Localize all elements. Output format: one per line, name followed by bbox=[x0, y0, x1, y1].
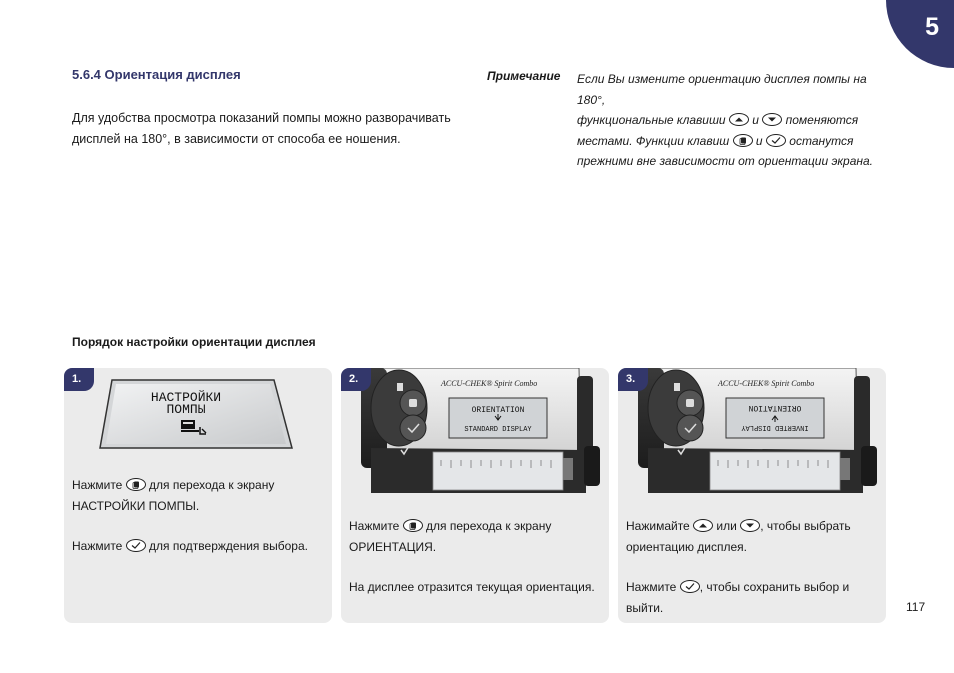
screen-line-1: НАСТРОЙКИ bbox=[150, 390, 222, 405]
note-text-part: поменяются bbox=[785, 113, 859, 127]
step-text-part: Нажмите bbox=[349, 519, 400, 533]
step-line bbox=[72, 536, 327, 557]
screen-line-2: STANDARD DISPLAY bbox=[464, 426, 532, 434]
step-text-part: Нажмите bbox=[626, 580, 677, 594]
page-number: 117 bbox=[906, 600, 926, 614]
step-number: 3. bbox=[618, 368, 648, 391]
chapter-number: 5 bbox=[925, 13, 939, 41]
chapter-tab bbox=[886, 0, 954, 68]
note-line: Если Вы измените ориентацию дисплея помпы на 180°, bbox=[577, 72, 867, 107]
menu-key-icon bbox=[403, 519, 423, 532]
note-text-part: останутся bbox=[789, 133, 854, 148]
screen-line-1: ORIENTATION bbox=[471, 406, 525, 415]
note-text-part: местами. Функции клавиш bbox=[577, 133, 730, 148]
step-line: НАСТРОЙКИ ПОМПЫ. bbox=[72, 498, 200, 513]
screen-line-2: ORIENTATION bbox=[748, 403, 802, 412]
screen-line-2: ПОМПЫ bbox=[166, 402, 206, 417]
note-text-part: и bbox=[752, 113, 759, 127]
step-text-part: Нажимайте bbox=[626, 519, 690, 533]
note-text-part: и bbox=[755, 133, 763, 148]
step-text-part: для подтверждения выбора. bbox=[149, 539, 308, 553]
screen-line-1: INVERTED DISPLAY bbox=[741, 423, 809, 431]
ok-key-icon bbox=[766, 134, 786, 147]
note-label: Примечание bbox=[487, 69, 561, 83]
note-line: прежними вне зависимости от ориентации экрана. bbox=[577, 154, 873, 168]
section-title: 5.6.4 Ориентация дисплея bbox=[72, 67, 241, 82]
step-number: 1. bbox=[64, 368, 94, 391]
step-text-part: или bbox=[716, 519, 737, 533]
step-2-text bbox=[349, 516, 604, 598]
step-text-part: Нажмите bbox=[72, 478, 123, 492]
step-1-panel bbox=[64, 368, 332, 623]
up-key-icon bbox=[729, 113, 749, 126]
step-line: ориентацию дисплея. bbox=[626, 539, 748, 554]
step-text-part: , чтобы выбрать bbox=[760, 519, 851, 533]
step-text-part: для перехода к экрану bbox=[426, 519, 552, 533]
step-1-text bbox=[72, 475, 327, 557]
up-key-icon bbox=[693, 519, 713, 532]
pump-device-illustration bbox=[341, 368, 609, 503]
pump-device-illustration bbox=[618, 368, 886, 503]
step-text-part: для перехода к экрану bbox=[149, 478, 275, 492]
ok-key-icon bbox=[126, 539, 146, 552]
step-number: 2. bbox=[341, 368, 371, 391]
brand-logo: ACCU-CHEK® Spirit Combo bbox=[441, 379, 538, 388]
menu-key-icon bbox=[126, 478, 146, 491]
procedure-title: Порядок настройки ориентации дисплея bbox=[72, 335, 316, 349]
menu-key-icon bbox=[733, 134, 753, 147]
step-2-panel bbox=[341, 368, 609, 623]
note-text-part: функциональные клавиши bbox=[577, 113, 726, 127]
down-key-icon bbox=[762, 113, 782, 126]
step-line bbox=[626, 577, 881, 618]
step-line: На дисплее отразится текущая ориентация. bbox=[349, 580, 595, 594]
note-text bbox=[577, 69, 877, 172]
intro-line: Для удобства просмотра показаний помпы можно разворачивать bbox=[72, 111, 451, 125]
intro-line: дисплей на 180°, в зависимости от способа ее ношения. bbox=[72, 132, 401, 146]
step-line bbox=[626, 516, 881, 537]
step-line bbox=[349, 516, 604, 537]
step-3-text bbox=[626, 516, 881, 618]
step-line: ОРИЕНТАЦИЯ. bbox=[349, 539, 437, 554]
step-line bbox=[72, 475, 327, 496]
brand-logo: ACCU-CHEK® Spirit Combo bbox=[718, 379, 815, 388]
ok-key-icon bbox=[680, 580, 700, 593]
step-text-part: , чтобы сохранить выбор и выйти. bbox=[626, 580, 850, 615]
pump-settings-screen-illustration bbox=[64, 368, 332, 468]
step-text-part: Нажмите bbox=[72, 539, 123, 553]
step-3-panel bbox=[618, 368, 886, 623]
note-line bbox=[577, 131, 877, 152]
down-key-icon bbox=[740, 519, 760, 532]
intro-text bbox=[72, 108, 452, 150]
note-line bbox=[577, 110, 877, 131]
